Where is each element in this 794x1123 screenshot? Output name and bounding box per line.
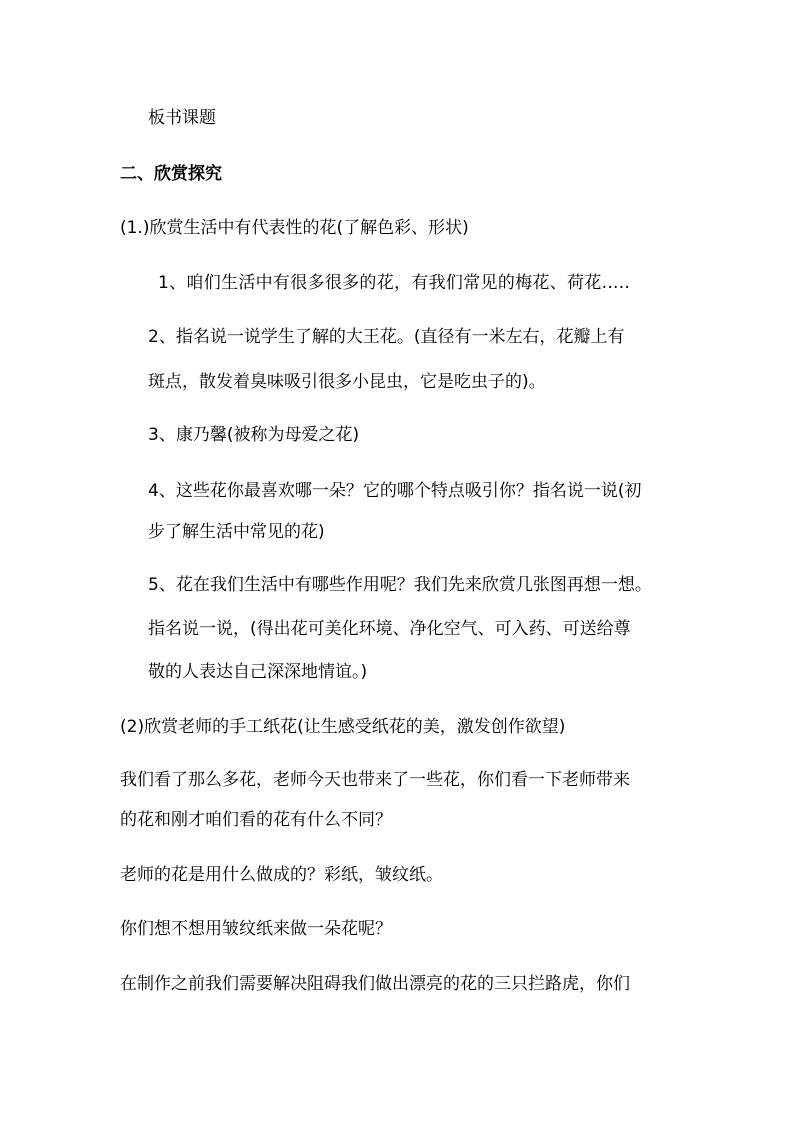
subheading-appreciate-flowers: (1.)欣赏生活中有代表性的花(了解色彩、形状): [120, 218, 469, 238]
text-line-item-4-cont: 步了解生活中常见的花): [148, 522, 325, 542]
text-line-board-title: 板书课题: [148, 108, 216, 128]
text-line-item-2-cont: 斑点，散发着臭味吸引很多小昆虫，它是吃虫子的)。: [148, 372, 546, 392]
text-line-item-2: 2、指名说一说学生了解的大王花。(直径有一米左右，花瓣上有: [148, 327, 625, 347]
text-line-paragraph-1: 我们看了那么多花，老师今天也带来了一些花，你们看一下老师带来: [120, 770, 630, 790]
text-line-item-5: 5、花在我们生活中有哪些作用呢？我们先来欣赏几张图再想一想。: [148, 575, 652, 595]
text-line-item-5-cont: 指名说一说，(得出花可美化环境、净化空气、可入药、可送给尊: [148, 619, 631, 639]
text-line-paragraph-4: 在制作之前我们需要解决阻碍我们做出漂亮的花的三只拦路虎，你们: [120, 974, 630, 994]
section-heading-appreciation: 二、欣赏探究: [120, 164, 222, 184]
text-line-paragraph-1-cont: 的花和刚才咱们看的花有什么不同？: [120, 810, 392, 830]
text-line-item-5-cont-2: 敬的人表达自己深深地情谊。): [148, 662, 368, 682]
text-line-paragraph-2: 老师的花是用什么做成的？彩纸，皱纹纸。: [120, 865, 443, 885]
text-line-item-4: 4、这些花你最喜欢哪一朵？它的哪个特点吸引你？指名说一说(初: [148, 481, 642, 501]
text-line-item-3: 3、康乃馨(被称为母爱之花): [148, 425, 360, 445]
subheading-paper-flowers: (2)欣赏老师的手工纸花(让生感受纸花的美，激发创作欲望): [120, 717, 566, 737]
text-line-paragraph-3: 你们想不想用皱纹纸来做一朵花呢？: [120, 919, 392, 939]
text-line-item-1: 1、咱们生活中有很多很多的花，有我们常见的梅花、荷花.....: [158, 273, 631, 293]
